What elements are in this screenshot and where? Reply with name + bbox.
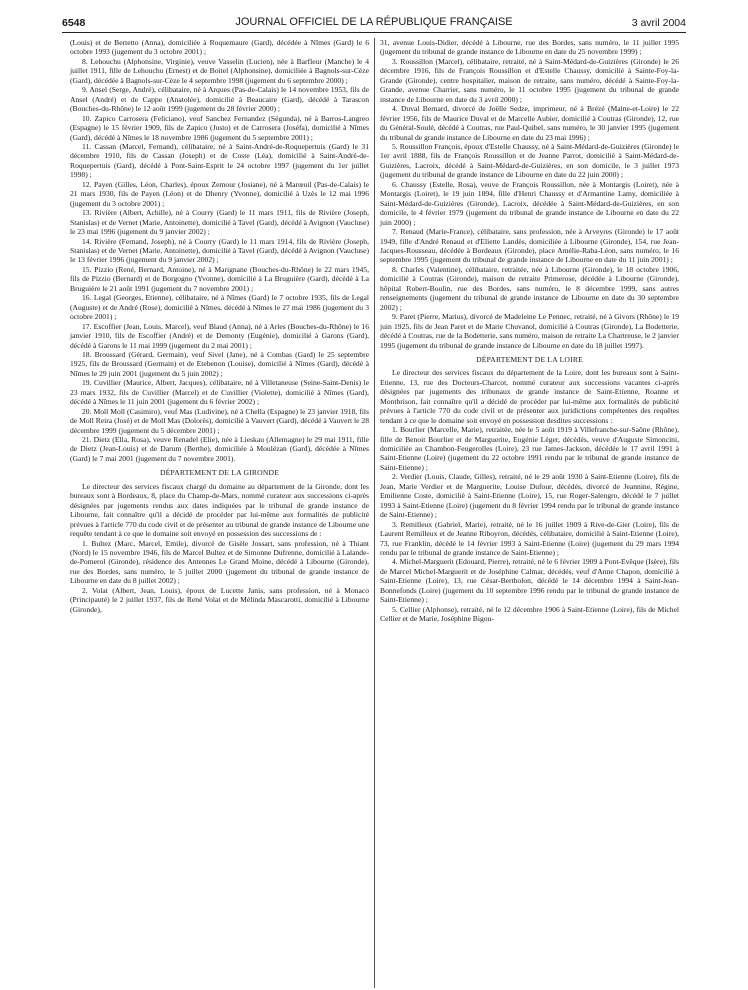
succession-entry: 15. Pizzio (René, Bernard, Antoine), né à Marignane (Bouches-du-Rhône) le 22 mars 1945, fils de Pizzio (Bernard) et de Borgogno (Yvonne), domicilié à La Bruguière (Gard), décédé à La Bruguière le 21 août 1991 (jugement du 7 novembre 2001) ;: [70, 264, 369, 293]
succession-entry: 31, avenue Louis-Didier, décédé à Libourne, rue des Bordes, sans numéro, le 11 juillet 1995 (jugement du tribunal de grande instance de Libourne en date du 25 novembre 1999) ;: [380, 38, 679, 57]
succession-entry: 14. Rivière (Fernand, Joseph), né à Courry (Gard) le 11 mars 1914, fils de Rivière (Joseph, Stanislas) et de Vernet (Marie, Antoinette), domicilié à Tavel (Gard), décédé à Avignon (Vaucluse) le 13 février 1996 (jugement du 9 janvier 2002) ;: [70, 236, 369, 265]
succession-entry: 19. Cuvillier (Maurice, Albert, Jacques), célibataire, né à Villetaneuse (Seine-Saint-Denis) le 23 mars 1932, fils de Cuvillier (Marcel) et de Cuvillier (Violette), domicilié à Nîmes (Gard), décédé à Nîmes le 11 juin 2001 (jugement du 6 février 2002) ;: [70, 378, 369, 407]
succession-entry: 21. Dietz (Ella, Rosa), veuve Renadel (Elie), née à Lieskau (Allemagne) le 29 mai 1911, fille de Dietz (Jean-Louis) et de Darum (Berthe), domiciliée à Moulézan (Gard), décédée à Nîmes (Gard) le 7 mai 2001 (jugement du 7 novembre 2001).: [70, 435, 369, 463]
left-entries-bottom: [70, 539, 369, 615]
succession-entry: 4. Duval Bernard, divorcé de Joëlle Sedze, imprimeur, né à Brézé (Maine-et-Loire) le 22 février 1956, fils de Maurice Duval et de Marcelle Aubier, domicilié à Coutras (Gironde), 12, rue du Général-Soulé, décédé à Coutras, rue Paul-Quibel, sans numéro, le 30 janvier 1995 (jugement du tribunal de grande instance de Libourne en date du 23 mai 1996) ;: [380, 104, 679, 142]
succession-entry: 3. Remilleux (Gabriel, Marie), retraité, né le 16 juillet 1909 à Rive-de-Gier (Loire), fils de Laurent Remilleux et de Jeanne Riboyron, décédés, célibataire, domicilié à Saint-Etienne (Loire), 73, rue Franklin, décédé le 14 février 1993 à Saint-Etienne (Loire) (jugement du 29 mars 1994 rendu par le tribunal de grande instance de Saint-Etienne) ;: [380, 519, 679, 558]
succession-entry: 9. Ansel (Serge, André), célibataire, né à Arques (Pas-de-Calais) le 14 novembre 1953, fils de Ansel (André) et de Cappe (Anatolée), domicilié à Beaucaire (Gard), décédé à Tarascon (Bouches-du-Rhône) le 12 août 1999 (jugement du 28 février 2000) ;: [70, 85, 369, 114]
succession-entry: 17. Escoffier (Jean, Louis, Marcel), veuf Blaud (Anna), né à Arles (Bouches-du-Rhône) le 16 janvier 1910, fils de Escoffier (André) et de Demonty (Eugénie), domicilié à Garons (Gard), décédé à Garons le 11 mai 1999 (jugement du 2 mai 2001) ;: [70, 321, 369, 350]
succession-entry: 5. Roussillon François, époux d'Estelle Chaussy, né à Saint-Médard-de-Guizières (Gironde) le 1er avril 1888, fils de François Roussillon et de Jeanne Parrot, domicilié à Saint-Médard-de-Guizières, Lacroix, décédé à Saint-Médard-de-Guizières, en son domicile, le 3 juillet 1973 (jugement du tribunal de grande instance de Libourne en date du 22 juin 2000) ;: [380, 141, 679, 180]
section-title-loire: DÉPARTEMENT DE LA LOIRE: [476, 354, 583, 364]
succession-entry: 12. Payen (Gilles, Léon, Charles), époux Zemour (Josiane), né à Marœuil (Pas-de-Calais) le 21 mars 1930, fils de Payen (Léon) et de Dhenry (Yvonne), domicilié à Uzès le 12 mai 1996 (jugement du 3 octobre 2001) ;: [70, 179, 369, 208]
header-rule: [62, 32, 686, 33]
succession-entry: 4. Michel-Marguerit (Edouard, Pierre), retraité, né le 6 février 1909 à Pont-Evêque (Isère), fils de Marcel Michel-Marguerit et de Joséphine Calmar, décédés, veuf d'Anne Chapon, domicilié à Saint-Etienne (Loire), 13, rue César-Bertholon, décédé le 14 décembre 1994 à Saint-Jean-Bonnefonds (Loire) (jugement du 10 septembre 1996 rendu par le tribunal de grande instance de Saint-Etienne) ;: [380, 557, 679, 605]
succession-entry: 2. Verdier (Louis, Claude, Gilles), retraité, né le 29 août 1930 à Saint-Etienne (Loire), fils de Jean, Marie Verdier et de Marguerite, Louise Dufour, décédés, divorcé de Jeannine, Régine, Emilienne Coste, domicilié à Saint-Etienne (Loire), 15, rue Roger-Salengro, décédé le 7 juillet 1993 à Saint-Etienne (Loire) (jugement du 8 février 1994 rendu par le tribunal de grande instance de Saint-Etienne) ;: [380, 472, 679, 520]
right-column: [380, 38, 679, 624]
succession-entry: 5. Cellier (Alphonse), retraité, né le 12 décembre 1906 à Saint-Etienne (Loire), fils de Michel Cellier et de Marie, Joséphine Bigou-: [380, 604, 679, 624]
succession-entry: 8. Charles (Valentine), célibataire, retraitée, née à Libourne (Gironde), le 18 octobre 1906, domicilié à Coutras (Gironde), maison de retraite Primerose, décédée à Libourne (Gironde), hôpital Robert-Boulin, rue des Bordes, sans numéro, le 8 décembre 1999, sans autres renseignements (jugement du tribunal de grande instance de Libourne en date du 30 septembre 2002) ;: [380, 264, 679, 312]
left-column: [70, 38, 369, 614]
succession-entry: 6. Chaussy (Estelle, Rosa), veuve de François Roussillon, née à Montargis (Loiret), née à Montargis (Loiret), le 19 juin 1894, fille d'Henri Chaussy et d'Armantine Lamy, domiciliée à Saint-Médard-de-Guizières (Gironde), Lacroix, décédée à Saint-Médard-de-Guizières, en son domicile, le 4 février 1979 (jugement du tribunal de grande instance de Libourne en date du 22 juin 2000) ;: [380, 179, 679, 227]
page-number: 6548: [62, 17, 86, 29]
succession-entry: 1. Bultez (Marc, Marcel, Emile), divorcé de Gisèle Jossart, sans profession, né à Thiant (Nord) le 15 novembre 1946, fils de Marcel Bultez et de Simonne Dufrenne, domicilié à Lalande-de-Pomerol (Gironde), résidence des Antennes Le Grand Moine, décédé à Libourne (Gironde), rue des Bordes, sans numéro, le 5 juillet 2000 (jugement du tribunal de grande instance de Libourne en date du 8 juillet 2002) ;: [70, 538, 369, 586]
left-entries-top: [70, 38, 369, 463]
succession-entry: 9. Paret (Pierre, Marius), divorcé de Madeleine Le Pennec, retraité, né à Givors (Rhône) le 19 juin 1925, fils de Jean Paret et de Marie Chuvanol, domicilié à Coutras (Gironde), La Bodetterie, décédé à Coutras, rue de la Bodetterie, sans numéro, maison de retraite La Chartreuse, le 2 janvier 1995 (jugement du tribunal de grande instance de Libourne en date du 18 juillet 1997).: [380, 312, 679, 350]
succession-entry: 2. Volat (Albert, Jean, Louis), époux de Lucette Janis, sans profession, né à Monaco (Principauté) le 2 juillet 1937, fils de René Volat et de Mélinda Mascarotti, domicilié à Libourne (Gironde),: [70, 585, 369, 614]
succession-entry: 18. Broussard (Gérard, Germain), veuf Sivel (Jane), né à Combas (Gard) le 25 septembre 1925, fils de Broussard (Germain) et de Etebenon (Louise), domicilié à Nîmes (Gard), décédé à Nîmes le 29 juin 2001 (jugement du 5 juin 2002) ;: [70, 349, 369, 378]
succession-entry: 13. Rivière (Albert, Achille), né à Courry (Gard) le 11 mars 1911, fils de Rivière (Joseph, Stanislas) et de Vernet (Marie, Antoinette), domicilié à Tavel (Gard), décédé à Avignon (Vaucluse) le 23 mai 1996 (jugement du 9 janvier 2002) ;: [70, 208, 369, 237]
right-entries-bottom: [380, 425, 679, 624]
succession-entry: 3. Roussillon (Marcel), célibataire, retraité, né à Saint-Médard-de-Guizières (Gironde) le 26 décembre 1916, fils de François Roussillon et d'Estelle Chaussy, domicilié à Sainte-Foy-la-Grande (Gironde), centre hospitalier, maison de retraite, sans numéro, décédé à Sainte-Foy-la-Grande, avenue Charrier, sans numéro, le 11 octobre 1995 (jugement du tribunal de grande instance de Libourne en date du 3 avril 2000) ;: [380, 56, 679, 104]
succession-entry: 1. Bourlier (Marcelle, Marie), retraitée, née le 5 août 1919 à Villefranche-sur-Saône (Rhône), fille de Benoit Bourlier et de Marguerite, Eugénie Léger, décédés, veuve d'Auguste Simoncini, domiciliée au Chambon-Feugerolles (Loire), 23 rue James-Jackson, décédée le 17 avril 1991 à Saint-Etienne (Loire) (jugement du 22 octobre 1991 rendu par le tribunal de grande instance de Saint-Etienne) ;: [380, 425, 679, 472]
section-intro-loire: Le directeur des services fiscaux du département de la Loire, dont les bureaux sont à Saint-Etienne, 13, rue des Docteurs-Charcot, nommé curateur aux successions vacantes ci-après désignées par jugements des tribunaux de grande instance de Saint-Etienne, Roanne et Montbrison, fait connaître qu'il a décidé de procéder par lui-même aux formalités de publicité prévues à l'article 770 du code civil et de présenter aux juridictions compétentes des requêtes tendant à ce que le domaine soit envoyé en possession desdites successions :: [380, 368, 679, 425]
page-header: [62, 14, 686, 32]
succession-entry: 10. Zapico Carrosera (Feliciano), veuf Sanchez Fernandez (Ségunda), né à Barros-Langreo (Espagne) le 15 février 1909, fils de Zapico (Justo) et de Carrosera (Joséfa), domicilié à Nîmes (Gard), décédé à Nîmes le 18 novembre 1986 (jugement du 5 septembre 2001) ;: [70, 113, 369, 142]
issue-date: 3 avril 2004: [631, 17, 686, 29]
succession-entry: 11. Cassan (Marcel, Fernand), célibataire, né à Saint-André-de-Roquepertuis (Gard) le 31 décembre 1910, fils de Cassan (Joseph) et de Coste (Léa), domicilié à Saint-André-de-Roquepertuis (Gard), décédé à Pont-Saint-Esprit le 24 octobre 1997 (jugement du 1er juillet 1998) ;: [70, 141, 369, 180]
column-divider: [374, 38, 375, 988]
succession-entry: 8. Lehouchu (Alphonsine, Virginie), veuve Vasselin (Lucien), née à Barfleur (Manche) le 4 juillet 1911, fille de Lehouchu (Ernest) et de Boitel (Alphonsine), domiciliée à Bagnols-sur-Cèze (Gard), décédée à Bagnols-sur-Cèze le 4 septembre 1998 (jugement du 6 septembre 2000) ;: [70, 56, 369, 85]
succession-entry: (Louis) et de Bertetto (Anna), domiciliée à Roquemaure (Gard), décédée à Nîmes (Gard) le 6 octobre 1993 (jugement du 3 octobre 2001) ;: [70, 38, 369, 57]
succession-entry: 7. Renaud (Marie-France), célibataire, sans profession, née à Arveyres (Gironde) le 17 août 1949, fille d'André Renaud et d'Eliette Landès, domiciliée à Libourne (Gironde), 154, rue Jean-Jacques-Rousseau, décédée à Bordeaux (Gironde), place Amélie-Raba-Léon, sans numéro, le 16 septembre 1995 (jugement du tribunal de grande instance de Libourne en date du 11 juin 2001) ;: [380, 227, 679, 265]
section-title-gironde: DÉPARTEMENT DE LA GIRONDE: [159, 468, 280, 478]
section-intro-gironde: Le directeur des services fiscaux chargé du domaine au département de la Gironde, dont les bureaux sont à Bordeaux, 8, place du Champ-de-Mars, nommé curateur aux successions ci-après désignées par jugements rendus aux dates indiquées par le tribunal de grande instance de Libourne, fait connaître qu'il a décidé de procéder par lui-même aux formalités de publicité prévues à l'article 770 du code civil et de présenter au tribunal de grande instance de Libourne une requête tendant à ce que le domaine soit envoyé en possession des successions de :: [70, 481, 369, 539]
succession-entry: 20. Moll Moll (Casimiro), veuf Mas (Ludivine), né à Chella (Espagne) le 23 janvier 1918, fils de Moll Reira (José) et de Moll Mas (Dolorès), domicilié à Vauvert (Gard), décédé à Vauvert le 28 décembre 1999 (jugement du 5 décembre 2001) ;: [70, 406, 369, 435]
journal-title: JOURNAL OFFICIEL DE LA RÉPUBLIQUE FRANÇAISE: [235, 16, 513, 28]
succession-entry: 16. Legal (Georges, Etienne), célibataire, né à Nîmes (Gard) le 7 octobre 1935, fils de Legal (Auguste) et de André (Rose), domicilié à Nîmes, décédé à Nîmes le 27 mai 1986 (jugement du 3 octobre 2001) ;: [70, 293, 369, 322]
right-entries-top: [380, 38, 679, 350]
